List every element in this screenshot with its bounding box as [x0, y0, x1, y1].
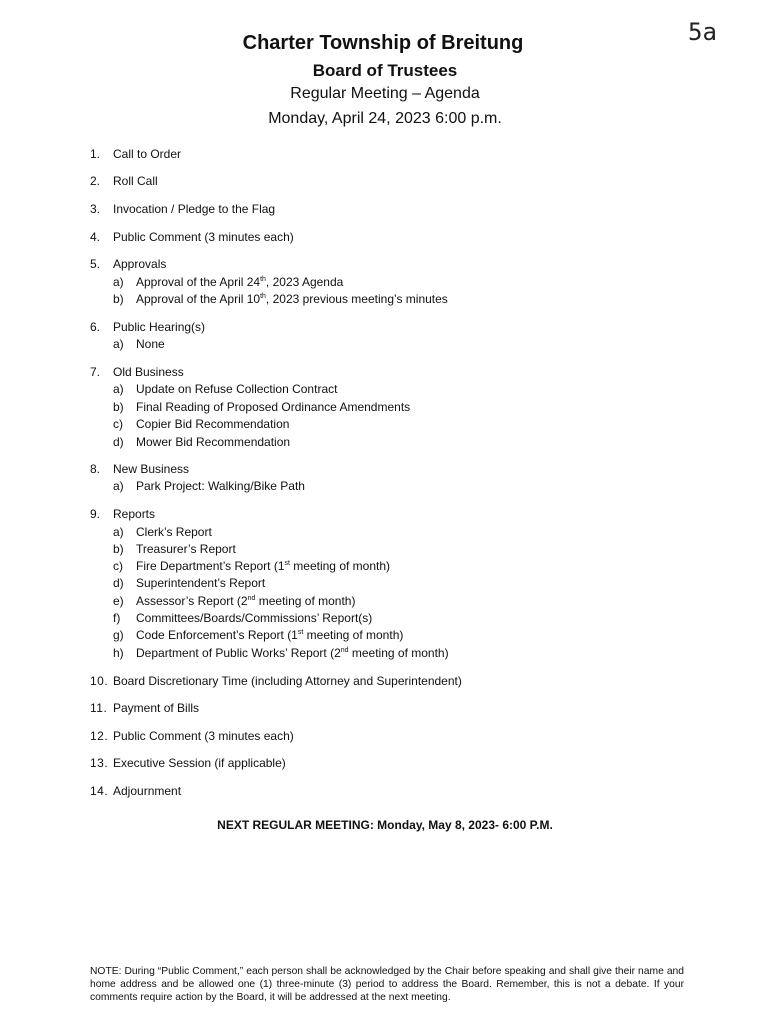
- item-number: 8.: [90, 462, 101, 476]
- sub-letter: c): [113, 559, 123, 573]
- agenda-item-adjournment: [90, 784, 181, 798]
- agenda-item-public-comment-2: [90, 729, 294, 743]
- sub-letter: a): [113, 479, 124, 493]
- sub-item: g) Code Enforcement’s Report (1st meeting of month): [113, 628, 404, 642]
- page-title: Charter Township of Breitung: [242, 32, 524, 54]
- item-number: 2.: [90, 174, 101, 188]
- next-meeting-notice: NEXT REGULAR MEETING: Monday, May 8, 2023- 6:00 P.M.: [217, 818, 553, 832]
- sub-letter: h): [113, 646, 124, 660]
- sub-item: a) Update on Refuse Collection Contract: [113, 382, 338, 396]
- meeting-date: Monday, April 24, 2023 6:00 p.m.: [268, 110, 502, 127]
- agenda-item-call-to-order: [90, 147, 181, 161]
- item-text: Approvals: [113, 257, 167, 271]
- meeting-type: Regular Meeting – Agenda: [290, 85, 480, 102]
- item-number: 6.: [90, 320, 101, 334]
- sub-item: a) Approval of the April 24th, 2023 Agenda: [113, 275, 344, 289]
- sub-letter: e): [113, 594, 124, 608]
- sub-item: e) Assessor’s Report (2nd meeting of month): [113, 594, 356, 608]
- sub-letter: a): [113, 275, 124, 289]
- sub-letter: g): [113, 628, 124, 642]
- sub-item: a) Clerk’s Report: [113, 525, 212, 539]
- item-text: New Business: [113, 462, 190, 476]
- item-text: Roll Call: [113, 174, 158, 188]
- item-number: 1.: [90, 147, 101, 161]
- sub-item: a) Park Project: Walking/Bike Path: [113, 479, 305, 493]
- sub-item: a) None: [113, 337, 165, 351]
- agenda-item-payment-of-bills: [90, 701, 199, 715]
- item-text: Public Comment (3 minutes each): [113, 729, 294, 743]
- sub-letter: d): [113, 576, 124, 590]
- item-number: 14.: [90, 784, 109, 798]
- item-text: Invocation / Pledge to the Flag: [113, 202, 276, 216]
- sub-item: d) Mower Bid Recommendation: [113, 435, 291, 449]
- sub-letter: a): [113, 525, 124, 539]
- sub-letter: c): [113, 417, 123, 431]
- sub-item: b) Final Reading of Proposed Ordinance Amendments: [113, 400, 411, 414]
- sub-letter: b): [113, 400, 124, 414]
- item-text: Public Hearing(s): [113, 320, 206, 334]
- agenda-item-executive-session: [90, 756, 286, 770]
- item-text: Reports: [113, 507, 156, 521]
- agenda-item-public-hearings: [90, 320, 205, 334]
- sub-item: b) Treasurer’s Report: [113, 542, 236, 556]
- public-comment-note: NOTE: During “Public Comment,” each person shall be acknowledged by the Chair before speaking and shall give their name and home address and be allowed one (1) three-minute (3) period to address the Board. Remember, this is not a debate. If your comments require action by the Board, it will be addressed at the next meeting.: [90, 966, 684, 1003]
- sub-letter: b): [113, 542, 124, 556]
- item-number: 7.: [90, 365, 101, 379]
- sub-item: c) Copier Bid Recommendation: [113, 417, 290, 431]
- agenda-item-reports: [90, 507, 155, 521]
- page-subtitle: Board of Trustees: [312, 61, 458, 80]
- item-number: 3.: [90, 202, 101, 216]
- sub-item: d) Superintendent’s Report: [113, 576, 266, 590]
- item-text: Executive Session (if applicable): [113, 756, 286, 770]
- item-number: 5.: [90, 257, 101, 271]
- agenda-item-board-discretionary-time: [90, 674, 462, 688]
- agenda-item-new-business: [90, 462, 189, 476]
- sub-item: f) Committees/Boards/Commissions’ Report(s): [113, 611, 373, 625]
- item-number: 11.: [90, 701, 108, 715]
- agenda-item-invocation: [90, 202, 275, 216]
- item-number: 13.: [90, 756, 109, 770]
- sub-letter: d): [113, 435, 124, 449]
- item-number: 10.: [90, 674, 109, 688]
- sub-item: h) Department of Public Works’ Report (2nd meeting of month): [113, 646, 449, 660]
- item-number: 12.: [90, 729, 109, 743]
- item-number: 4.: [90, 230, 101, 244]
- sub-letter: a): [113, 337, 124, 351]
- sub-letter: a): [113, 382, 124, 396]
- item-text: Public Comment (3 minutes each): [113, 230, 294, 244]
- item-text: Call to Order: [113, 147, 182, 161]
- item-number: 9.: [90, 507, 101, 521]
- item-text: Old Business: [113, 365, 184, 379]
- agenda-item-roll-call: [90, 174, 158, 188]
- item-text: Payment of Bills: [113, 701, 200, 715]
- sub-item: c) Fire Department’s Report (1st meeting of month): [113, 559, 391, 573]
- agenda-item-public-comment: [90, 230, 294, 244]
- page-number: 5a: [688, 18, 717, 46]
- item-text: Adjournment: [113, 784, 182, 798]
- item-text: Board Discretionary Time (including Attorney and Superintendent): [113, 674, 462, 688]
- agenda-item-old-business: [90, 365, 184, 379]
- sub-letter: b): [113, 292, 124, 306]
- agenda-item-approvals: [90, 257, 166, 271]
- sub-letter: f): [113, 611, 121, 625]
- sub-item: b) Approval of the April 10th, 2023 previous meeting’s minutes: [113, 292, 448, 306]
